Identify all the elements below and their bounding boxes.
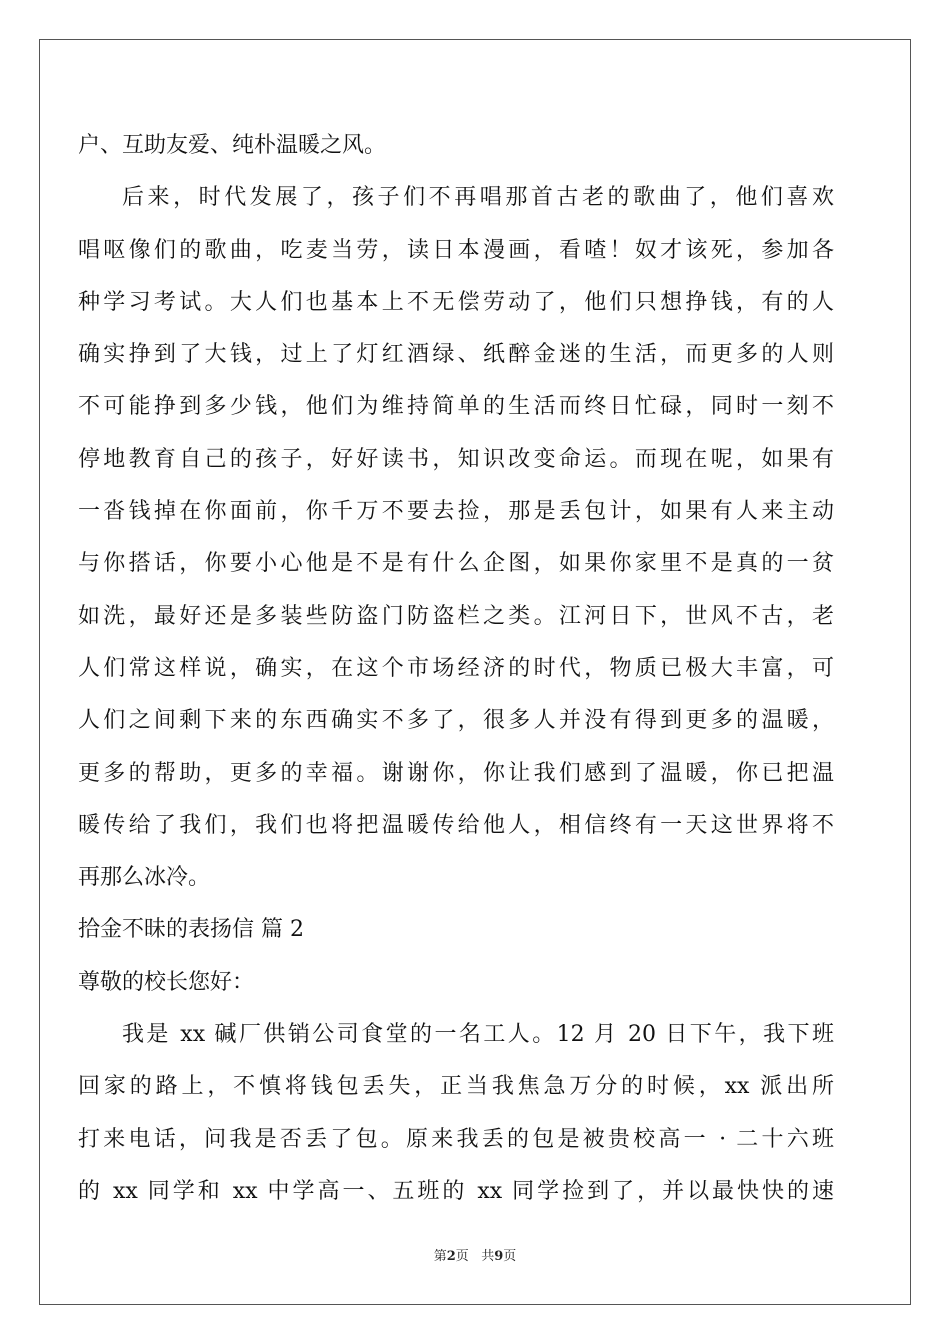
page-total-prefix: 共 [481,1249,495,1264]
text-line: 我是 xx 碱厂供销公司食堂的一名工人。12 月 20 日下午，我下班 [122,1022,834,1048]
text-line: 一沓钱掉在你面前，你千万不要去捡，那是丢包计，如果有人来主动 [78,499,834,525]
text-line: 唱呕像们的歌曲，吃麦当劳，读日本漫画，看喳！奴才该死，参加各 [78,237,834,263]
text-line: 不可能挣到多少钱，他们为维持简单的生活而终日忙碌，同时一刻不 [78,394,834,420]
text-line: 人们常这样说，确实，在这个市场经济的时代，物质已极大丰富，可 [78,655,834,681]
text-line: 的 xx 同学和 xx 中学高一、五班的 xx 同学捡到了，并以最快快的速 [78,1178,834,1204]
text-line: 如洗，最好还是多装些防盗门防盗栏之类。江河日下，世风不古，老 [78,603,834,629]
text-line: 打来电话，问我是否丢了包。原来我丢的包是被贵校高一 · 二十六班 [78,1126,834,1152]
page-footer [0,1245,950,1264]
document-body [78,120,834,1218]
text-line: 种学习考试。大人们也基本上不无偿劳动了，他们只想挣钱，有的人 [78,289,834,315]
text-line: 与你搭话，你要小心他是不是有什么企图，如果你家里不是真的一贫 [78,551,834,577]
text-line: 人们之间剩下来的东西确实不多了，很多人并没有得到更多的温暖， [78,708,834,734]
page-number-current: 2 [446,1249,456,1264]
text-line: 拾金不昧的表扬信 篇 2 [78,917,304,943]
text-line: 后来，时代发展了，孩子们不再唱那首古老的歌曲了，他们喜欢 [122,185,834,211]
page-total: 9 [494,1249,504,1264]
text-line: 回家的路上，不慎将钱包丢失，正当我焦急万分的时候，xx 派出所 [78,1074,834,1100]
page-total-suffix: 页 [503,1249,517,1264]
page-number-prefix: 第 [433,1249,447,1264]
text-line: 户、互助友爱、纯朴温暖之风。 [78,133,387,158]
text-line: 尊敬的校长您好： [78,969,255,995]
text-line: 更多的帮助，更多的幸福。谢谢你，你让我们感到了温暖，你已把温 [78,760,834,786]
text-line: 暖传给了我们，我们也将把温暖传给他人，相信终有一天这世界将不 [78,812,834,838]
page-number-suffix: 页 [455,1249,469,1264]
text-line: 再那么冰冷。 [78,865,211,891]
text-line: 停地教育自己的孩子，好好读书，知识改变命运。而现在呢，如果有 [78,446,834,472]
text-line: 确实挣到了大钱，过上了灯红酒绿、纸醉金迷的生活，而更多的人则 [78,342,834,368]
